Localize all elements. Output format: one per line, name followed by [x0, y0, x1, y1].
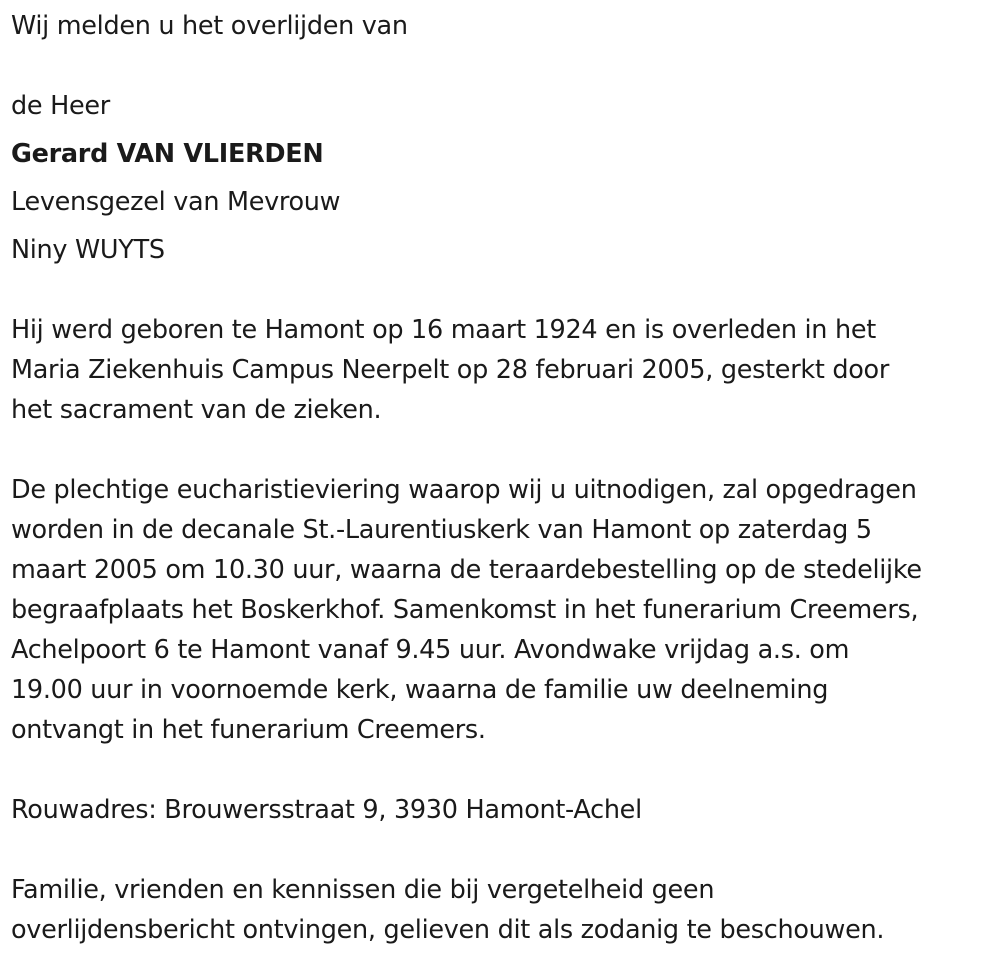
- paragraph-line: maart 2005 om 10.30 uur, waarna de teraardebestelling op de stedelijke: [11, 555, 922, 585]
- paragraph-line: Maria Ziekenhuis Campus Neerpelt op 28 februari 2005, gesterkt door: [11, 355, 890, 385]
- birth-death-paragraph: [11, 310, 996, 430]
- paragraph-line: Achelpoort 6 te Hamont vanaf 9.45 uur. Avondwake vrijdag a.s. om: [11, 635, 850, 665]
- paragraph-line: 19.00 uur in voornoemde kerk, waarna de familie uw deelneming: [11, 675, 829, 705]
- intro-text: Wij melden u het overlijden van: [11, 11, 408, 41]
- paragraph-line: worden in de decanale St.-Laurentiuskerk van Hamont op zaterdag 5: [11, 515, 872, 545]
- paragraph-line: begraafplaats het Boskerkhof. Samenkomst in het funerarium Creemers,: [11, 595, 919, 625]
- closing-paragraph: [11, 870, 996, 950]
- mourning-address: Rouwadres: Brouwersstraat 9, 3930 Hamont-Achel: [11, 795, 642, 825]
- partner-name: Niny WUYTS: [11, 235, 165, 265]
- address-paragraph: [11, 790, 996, 830]
- partner-label: Levensgezel van Mevrouw: [11, 187, 341, 217]
- paragraph-line: Familie, vrienden en kennissen die bij vergetelheid geen: [11, 875, 715, 905]
- paragraph-line: ontvangt in het funerarium Creemers.: [11, 715, 486, 745]
- paragraph-line: Hij werd geboren te Hamont op 16 maart 1924 en is overleden in het: [11, 315, 876, 345]
- paragraph-line: overlijdensbericht ontvingen, gelieven dit als zodanig te beschouwen.: [11, 915, 885, 945]
- ceremony-paragraph: [11, 470, 996, 750]
- honorific: de Heer: [11, 91, 110, 121]
- deceased-name: Gerard VAN VLIERDEN: [11, 139, 324, 169]
- paragraph-line: het sacrament van de zieken.: [11, 395, 382, 425]
- paragraph-line: De plechtige eucharistieviering waarop wij u uitnodigen, zal opgedragen: [11, 475, 917, 505]
